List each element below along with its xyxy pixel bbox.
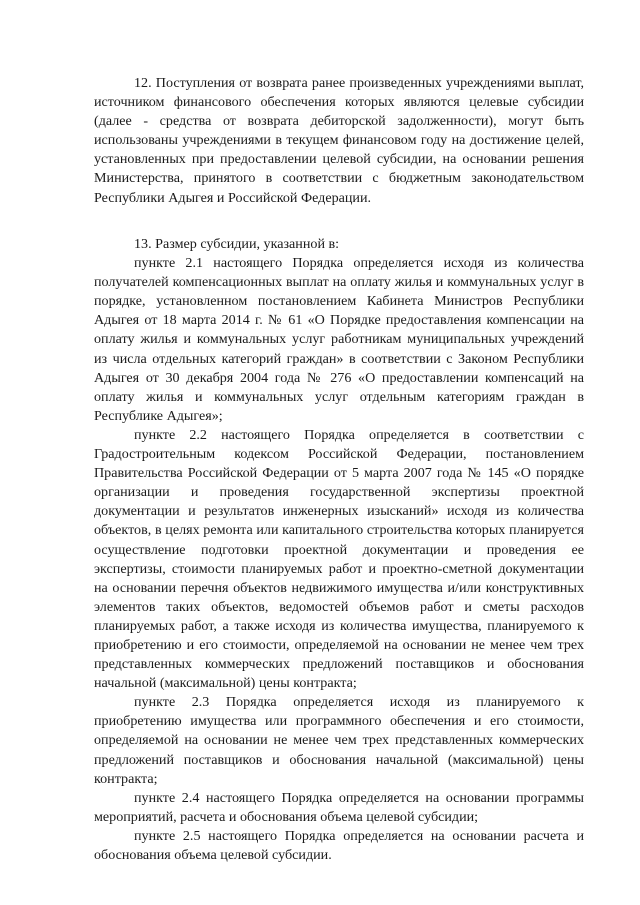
section-12 bbox=[94, 74, 584, 208]
item-2-5: пункте 2.5 настоящего Порядка определяется на основании расчета и обоснования объема целевой субсидии. bbox=[94, 827, 584, 863]
item-2-4: пункте 2.4 настоящего Порядка определяется на основании программы мероприятий, расчета и обоснования объема целевой субсидии; bbox=[94, 789, 584, 825]
paragraph-12: 12. Поступления от возврата ранее произведенных учреждениями выплат, источником финансового обеспечения которых являются целевые субсидии (далее - средства от возврата дебиторской задолженности), могут быть использованы учреждениями в текущем финансовом году на достижение целей, установленных при предоставлении целевой субсидии, на основании решения Министерства, принятого в соответствии с бюджетным законодательством Республики Адыгея и Российской Федерации. bbox=[94, 75, 584, 206]
item-2-3: пункте 2.3 Порядка определяется исходя из планируемого к приобретению имущества или программного обеспечения и его стоимости, определяемой на основании не менее чем трех представленных коммерческих предложений поставщиков и обоснования начальной (максимальной) цены контракта; bbox=[94, 694, 584, 787]
item-2-2: пункте 2.2 настоящего Порядка определяется в соответствии с Градостроительным кодексом Российской Федерации, постановлением Правительства Российской Федерации от 5 марта 2007 года № 145 «О порядке организации и проведения государственной экспертизы проектной документации и результатов инженерных изысканий» исходя из количества объектов, в целях ремонта или капитального строительства которых планируется осуществление подготовки проектной документации и проведения ее экспертизы, стоимости планируемых работ и проектно-сметной документации на основании перечня объектов недвижимого имущества и/или конструктивных элементов таких объектов, ведомостей объемов работ и сметы расходов планируемых работ, а также исходя из количества имущества, планируемого к приобретению и его стоимости, определяемой на основании не менее чем трех представленных коммерческих предложений поставщиков и обоснования начальной (максимальной) цены контракта; bbox=[94, 426, 584, 692]
section-13 bbox=[94, 235, 584, 865]
item-2-1: пункте 2.1 настоящего Порядка определяется исходя из количества получателей компенсационных выплат на оплату жилья и коммунальных услуг в порядке, установленном постановлением Кабинета Министров Республики Адыгея от 18 марта 2014 г. № 61 «О Порядке предоставления компенсации на оплату жилья и коммунальных услуг работникам муниципальных учреждений из числа отдельных категорий граждан» в соответствии с Законом Республики Адыгея от 30 декабря 2004 года № 276 «О предоставлении компенсаций на оплату жилья и коммунальных услуг отдельным категориям граждан в Республике Адыгея»; bbox=[94, 255, 584, 424]
paragraph-13-heading: 13. Размер субсидии, указанной в: bbox=[134, 236, 340, 252]
